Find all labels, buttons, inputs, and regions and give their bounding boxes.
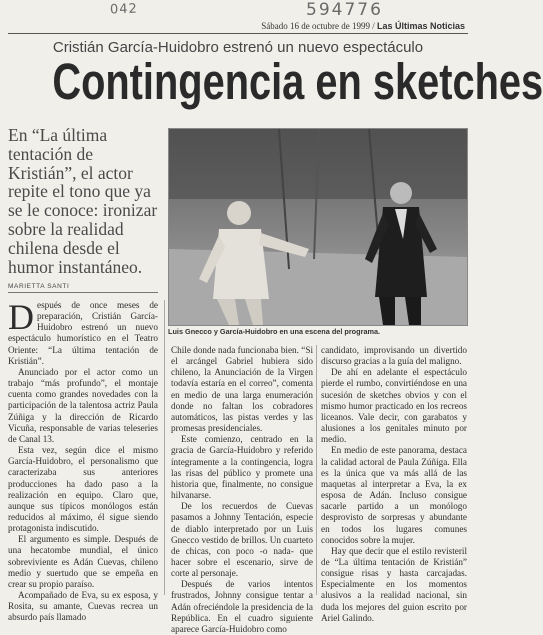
publication-date: Sábado 16 de octubre de 1999 — [261, 21, 370, 31]
photo-caption: Luis Gnecco y García-Huidobro en una escena del programa. — [168, 327, 381, 336]
header-rule — [8, 33, 468, 34]
article-column-2 — [171, 345, 313, 635]
article-paragraph: De los recuerdos de Cuevas pasamos a Johnny Tentación, especie de diablo interpretado por un Luis Gnecco vestido de brillos. Un cuarteto de chicas, con poco -o nada- que hacer sobre el escenario, sirve de corte al personaje. — [171, 501, 313, 579]
article-paragraph: Esta vez, según dice el mismo García-Huidobro, el personalismo que caracterizaba sus anteriores producciones ha dado paso a la realización en equipo. Claro que, aunque sus típicos monólogos están reducidos al máximo, él sigue siendo protagonista indiscutido. — [8, 445, 158, 534]
byline-rule — [8, 292, 158, 293]
article-paragraph: En medio de este panorama, destaca la calidad actoral de Paula Zúñiga. Ella es la única que va más allá de las maquetas al interpretar a Eva, la ex esposa de Adán. Incluso consigue sacarle partido a un monólogo desprovisto de sorpresas y abundante en todos los lugares comunes conocidos sobre la mujer. — [321, 445, 467, 545]
article-paragraph: Hay que decir que el estilo revisteril de “La última tentación de Kristián” consigue risas y hasta carcajadas. Especialmente en los momentos alusivos a la realidad nacional, sin duda los mejores del guion escrito por Ariel Galindo. — [321, 545, 467, 623]
article-paragraph: Acompañado de Eva, su ex esposa, y Rosita, su amante, Cuevas recrea un absurdo país llamado — [8, 590, 158, 623]
article-column-1 — [8, 297, 158, 624]
handwritten-archive-number: 042 — [109, 1, 139, 18]
column-divider — [316, 345, 317, 595]
article-paragraph: Chile donde nada funcionaba bien. “Si el arcángel Gabriel hubiera sido chileno, la Anunciación de la Virgen todavía estaría en el correo”, comenta en medio de una larga enumeración donde no faltan los cobradores automáticos, las pistas verdes y las promesas presidenciales. — [171, 345, 313, 434]
article-paragraph: Después de once meses de preparación, Cristián García-Huidobro estrenó un nuevo espectáculo humorístico en el Teatro Oriente: “La última tentación de Kristián”. — [8, 297, 158, 366]
article-paragraph: candidato, improvisando un divertido discurso gracias a la guía del maligno. — [321, 345, 467, 367]
article-paragraph: Este comienzo, centrado en la gracia de García-Huidobro y referido íntegramente a la contingencia, logra las risas del público y promete una historia que, finalmente, no consigue hilvanarse. — [171, 434, 313, 501]
article-lead: En “La última tentación de Kristián”, el actor repite el tono que ya se le conoce: ironizar sobre la realidad chilena desde el humor instantáneo. — [8, 125, 158, 277]
article-photo — [168, 128, 468, 326]
article-paragraph: De ahí en adelante el espectáculo pierde el rumbo, convirtiéndose en una sucesión de sketches obvios y con el mismo humor practicado en los recreos liceanos. Vale decir, con garabatos y alusiones a los genitales minuto por medio. — [321, 367, 467, 445]
publication-name: Las Últimas Noticias — [376, 21, 465, 31]
article-paragraph: El argumento es simple. Después de una hecatombe mundial, el único sobreviviente es Adán Cuevas, chileno medio y suertudo que se empeña en crear su propio paraíso. — [8, 534, 158, 589]
article-headline: Contingencia en sketches — [52, 53, 543, 110]
publication-separator: / — [372, 21, 375, 31]
article-paragraph: Después de varios intentos frustrados, Johnny consigue tentar a Adán ofreciéndole la presidencia de la República. En el cuadro siguiente aparece García-Huidobro como — [171, 579, 313, 634]
drop-cap: D — [8, 297, 34, 337]
article-column-3 — [321, 345, 467, 624]
column-divider — [164, 300, 165, 595]
publication-line — [235, 21, 465, 31]
article-kicker: Cristián García-Huidobro estrenó un nuevo espectáculo — [52, 39, 424, 56]
handwritten-clipping-id: 594776 — [306, 0, 383, 20]
article-paragraph: Anunciado por el actor como un trabajo “más profundo”, el montaje cuenta como grandes novedades con la participación de la talentosa actriz Paula Zúñiga y la dirección de Ricardo Vicuña, responsable de varias teleseries de Canal 13. — [8, 366, 158, 444]
author-byline: MARIETTA SANTI — [8, 283, 70, 290]
